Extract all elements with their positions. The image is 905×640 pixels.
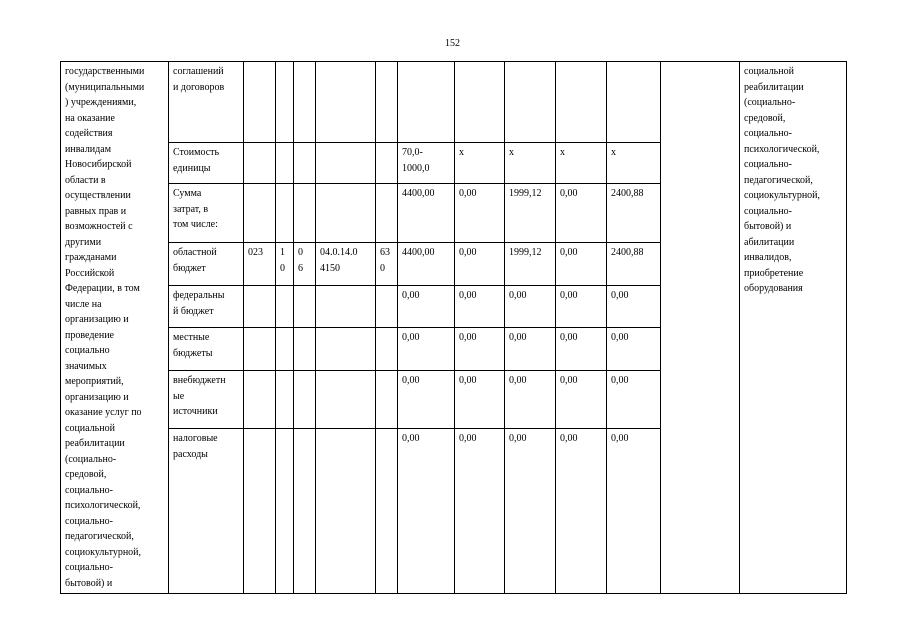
value-cell: 0,00: [455, 286, 505, 328]
expense-type-cell: [376, 371, 398, 429]
target-article-cell: [316, 429, 376, 594]
expense-type-cell: [376, 328, 398, 371]
grbs-code-cell: [244, 184, 276, 243]
value-cell: 0,00: [398, 429, 455, 594]
value-cell: 0,00: [455, 371, 505, 429]
expense-type-cell: 63 0: [376, 243, 398, 286]
value-cell: 0,00: [455, 184, 505, 243]
value-cell: 0,00: [455, 243, 505, 286]
value-cell: 1999,12: [505, 243, 556, 286]
expense-type-cell: [376, 429, 398, 594]
section-code-cell: 1 0: [276, 243, 294, 286]
value-cell: 0,00: [398, 328, 455, 371]
value-cell: [398, 62, 455, 143]
value-cell: 0,00: [607, 328, 661, 371]
expense-type-cell: [376, 184, 398, 243]
value-cell: 4400,00: [398, 184, 455, 243]
value-cell: 0,00: [556, 184, 607, 243]
table-row: [61, 62, 847, 143]
value-cell: 4400,00: [398, 243, 455, 286]
subsection-code-cell: [294, 143, 316, 184]
section-code-cell: [276, 429, 294, 594]
row-label: Сумма затрат, в том числе:: [169, 184, 244, 243]
target-article-cell: [316, 143, 376, 184]
value-cell: 1999,12: [505, 184, 556, 243]
measure-description-cell: государственными (муниципальными ) учреждениями, на оказание содействия инвалидам Новосибирской области в осуществлении равных прав и возможностей с другими гражданами Российской Федерации, в том числе на организацию и проведение социально значимых мероприятий, организацию и оказание услуг по социальной реабилитации (социально- средовой, социально- психологической, социально- педагогической, социокультурной, социально- бытовой) и: [61, 62, 169, 594]
value-cell: 0,00: [556, 429, 607, 594]
value-cell: 0,00: [505, 286, 556, 328]
row-label: федеральны й бюджет: [169, 286, 244, 328]
value-cell: [607, 62, 661, 143]
value-cell: 0,00: [505, 328, 556, 371]
value-cell: 0,00: [505, 371, 556, 429]
target-article-cell: [316, 371, 376, 429]
section-code-cell: [276, 143, 294, 184]
grbs-code-cell: [244, 429, 276, 594]
section-code-cell: [276, 184, 294, 243]
value-cell: 0,00: [607, 371, 661, 429]
value-cell: 0,00: [556, 243, 607, 286]
section-code-cell: [276, 62, 294, 143]
grbs-code-cell: 023: [244, 243, 276, 286]
value-cell: [505, 62, 556, 143]
value-cell: [556, 62, 607, 143]
target-article-cell: [316, 62, 376, 143]
value-cell: 2400,88: [607, 184, 661, 243]
expense-type-cell: [376, 286, 398, 328]
value-cell: x: [607, 143, 661, 184]
row-label: соглашений и договоров: [169, 62, 244, 143]
value-cell: x: [455, 143, 505, 184]
subsection-code-cell: 0 6: [294, 243, 316, 286]
value-cell: 0,00: [556, 371, 607, 429]
value-cell: 0,00: [505, 429, 556, 594]
page-number: 152: [445, 38, 460, 49]
grbs-code-cell: [244, 371, 276, 429]
value-cell: 70,0- 1000,0: [398, 143, 455, 184]
subsection-code-cell: [294, 371, 316, 429]
target-article-cell: 04.0.14.0 4150: [316, 243, 376, 286]
value-cell: 0,00: [398, 286, 455, 328]
target-article-cell: [316, 184, 376, 243]
subsection-code-cell: [294, 286, 316, 328]
grbs-code-cell: [244, 62, 276, 143]
subsection-code-cell: [294, 328, 316, 371]
value-cell: x: [505, 143, 556, 184]
value-cell: 0,00: [398, 371, 455, 429]
row-label: налоговые расходы: [169, 429, 244, 594]
value-cell: [455, 62, 505, 143]
section-code-cell: [276, 328, 294, 371]
value-cell: 0,00: [455, 328, 505, 371]
value-cell: 0,00: [556, 328, 607, 371]
executor-cell: [661, 62, 740, 594]
target-article-cell: [316, 286, 376, 328]
target-article-cell: [316, 328, 376, 371]
grbs-code-cell: [244, 328, 276, 371]
value-cell: 0,00: [455, 429, 505, 594]
grbs-code-cell: [244, 286, 276, 328]
row-label: местные бюджеты: [169, 328, 244, 371]
row-label: Стоимость единицы: [169, 143, 244, 184]
row-label: внебюджетн ые источники: [169, 371, 244, 429]
expense-type-cell: [376, 62, 398, 143]
value-cell: 0,00: [556, 286, 607, 328]
expense-type-cell: [376, 143, 398, 184]
subsection-code-cell: [294, 62, 316, 143]
grbs-code-cell: [244, 143, 276, 184]
value-cell: x: [556, 143, 607, 184]
subsection-code-cell: [294, 429, 316, 594]
section-code-cell: [276, 371, 294, 429]
section-code-cell: [276, 286, 294, 328]
expected-result-cell: социальной реабилитации (социально- средовой, социально- психологической, социально- педагогической, социокультурной, социально- бытовой) и абилитации инвалидов, приобретение оборудования: [740, 62, 847, 594]
value-cell: 2400,88: [607, 243, 661, 286]
value-cell: 0,00: [607, 286, 661, 328]
row-label: областной бюджет: [169, 243, 244, 286]
value-cell: 0,00: [607, 429, 661, 594]
subsection-code-cell: [294, 184, 316, 243]
budget-table: [60, 61, 847, 594]
